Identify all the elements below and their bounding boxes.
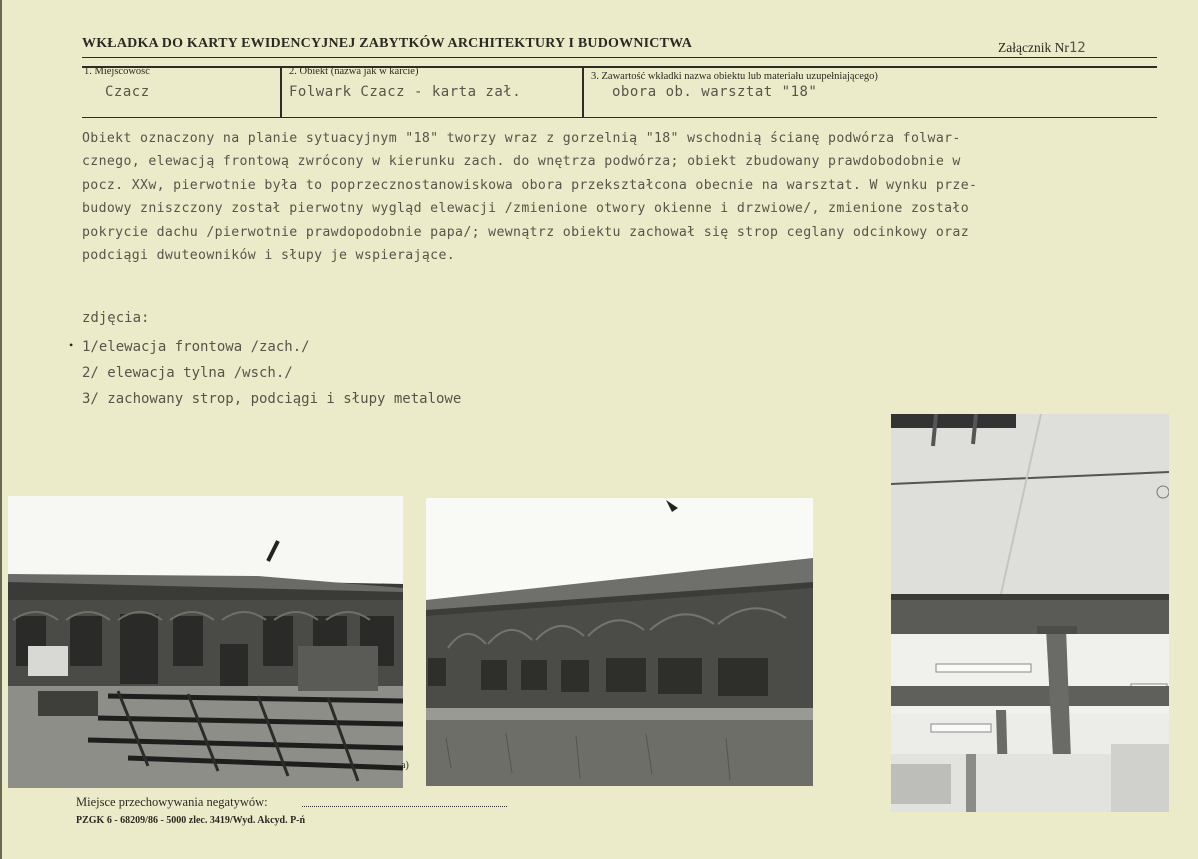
- locality-value: Czacz: [105, 84, 150, 100]
- description: [82, 127, 1177, 267]
- photo-list: [82, 334, 461, 412]
- photos-label: zdjęcia:: [82, 310, 150, 326]
- locality-label: 1. Miejscowość: [84, 66, 150, 77]
- photo-interior-ceiling-image: [891, 414, 1169, 812]
- description-line: pokrycie dachu /pierwotnie prawdopodobnie papa/; wewnątrz obiektu zachował się strop ceglany odcinkowy oraz: [82, 224, 969, 240]
- photo-caption-1: 1/elewacja frontowa /zach./: [82, 339, 310, 355]
- description-line: pocz. XXw, pierwotnie była to poprzecznostanowiskowa obora przekształcona obecnie na warsztat. W wynku prze-: [82, 177, 978, 193]
- description-line: podciągi dwuteowników i słupy je wspierające.: [82, 248, 456, 264]
- photo-rear-elevation-image: [426, 498, 813, 786]
- bullet-mark: •: [69, 338, 74, 352]
- negatives-location-label: Miejsce przechowywania negatywów:: [76, 795, 268, 809]
- negatives-location-field: [302, 806, 507, 807]
- content-label: 3. Zawartość wkładki nazwa obiektu lub materiału uzupełniającego): [591, 71, 878, 82]
- fields-bottom-rule: [82, 117, 1157, 118]
- attachment-number: [998, 40, 1086, 56]
- photo-mark: a): [401, 760, 409, 771]
- description-line: Obiekt oznaczony na planie sytuacyjnym "18" tworzy wraz z gorzelnią "18" wschodnią ścianę podwórza folwar-: [82, 131, 961, 146]
- object-value: Folwark Czacz - karta zał.: [289, 84, 522, 100]
- header-rule: [82, 57, 1157, 58]
- print-info: PZGK 6 - 68209/86 - 5000 zlec. 3419/Wyd. Akcyd. P-ń: [76, 815, 306, 826]
- description-line: cznego, elewacją frontową zwrócony w kierunku zach. do wnętrza podwórza; obiekt zbudowany prawdobodobnie w: [82, 154, 961, 170]
- photo-front-elevation: [8, 496, 403, 788]
- photo-caption-2: 2/ elewacja tylna /wsch./: [82, 365, 293, 381]
- photo-interior-ceiling: [891, 414, 1169, 812]
- header-rule-thick: [82, 66, 1157, 68]
- attachment-value: 12: [1068, 40, 1086, 56]
- photo-front-elevation-image: [8, 496, 403, 788]
- attachment-label: Załącznik Nr: [998, 40, 1069, 55]
- photo-rear-elevation: [426, 498, 813, 786]
- object-label: 2. Obiekt (nazwa jak w karcie): [289, 66, 419, 77]
- description-line: budowy zniszczony został pierwotny wygląd elewacji /zmienione otwory okienne i drzwiowe/, zmienione zostało: [82, 201, 969, 217]
- field-divider-1: [280, 66, 282, 118]
- photo-caption-3: 3/ zachowany strop, podciągi i słupy metalowe: [82, 391, 462, 407]
- content-value: obora ob. warsztat "18": [612, 84, 818, 100]
- field-divider-2: [582, 66, 584, 118]
- card-title: WKŁADKA DO KARTY EWIDENCYJNEJ ZABYTKÓW ARCHITEKTURY I BUDOWNICTWA: [82, 36, 693, 51]
